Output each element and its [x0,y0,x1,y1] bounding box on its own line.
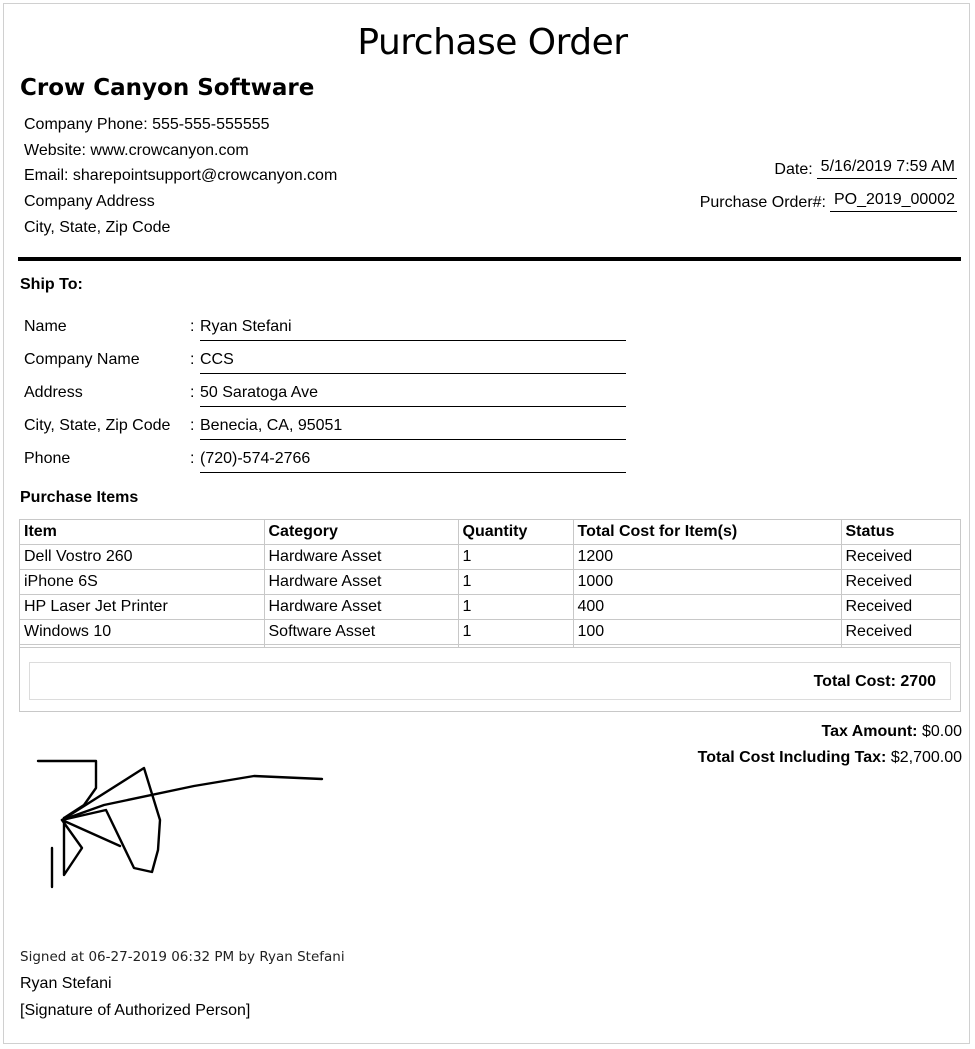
handwritten-signature [34,750,334,895]
cell-category: Hardware Asset [264,595,458,620]
po-number-label: Purchase Order#: [699,194,826,211]
ship-colon: : [190,450,195,467]
ship-colon: : [190,318,195,335]
cell-quantity: 1 [458,570,573,595]
signer-name: Ryan Stefani [20,975,112,992]
ship-colon: : [190,351,195,368]
cell-item: Dell Vostro 260 [20,545,264,570]
tax-summary [698,719,962,771]
ship-to-heading: Ship To: [20,276,83,293]
cell-total-cost: 100 [573,620,841,645]
tax-amount-value: $0.00 [917,723,962,740]
company-email: Email: sharepointsupport@crowcanyon.com [24,167,338,185]
signed-at-text: Signed at 06-27-2019 06:32 PM by Ryan Stefani [20,949,345,965]
total-including-tax-label: Total Cost Including Tax: [697,749,887,766]
date-row [700,146,957,179]
ship-colon: : [190,384,195,401]
cell-total-cost: 400 [573,595,841,620]
order-meta [700,146,957,212]
purchase-items-heading: Purchase Items [20,489,139,506]
company-name: Crow Canyon Software [20,75,315,101]
column-header-total-cost: Total Cost for Item(s) [573,520,841,545]
po-number-row [700,179,957,212]
tax-amount-line [698,719,962,745]
signature-stroke [38,761,96,818]
company-address: Company Address [24,193,155,211]
date-label: Date: [774,161,813,178]
cell-category: Software Asset [264,620,458,645]
company-phone: Company Phone: 555-555-555555 [24,116,270,133]
po-number-value: PO_2019_00002 [830,191,957,212]
cell-item: iPhone 6S [20,570,264,595]
ship-value: 50 Saratoga Ave [200,384,626,407]
column-header-quantity: Quantity [458,520,573,545]
column-header-status: Status [841,520,960,545]
table-row [20,595,960,620]
table-row [20,620,960,645]
cell-status: Received [841,545,960,570]
table-row [20,545,960,570]
cell-total-cost: 1200 [573,545,841,570]
cell-quantity: 1 [458,595,573,620]
ship-value: Ryan Stefani [200,318,626,341]
ship-label: Company Name [24,351,140,368]
ship-colon: : [190,417,195,434]
company-info [24,112,337,241]
purchase-items-table [20,520,960,648]
cell-status: Received [841,570,960,595]
cell-item: HP Laser Jet Printer [20,595,264,620]
ship-label: Phone [24,450,71,467]
total-including-tax-value: $2,700.00 [886,749,962,766]
cell-status: Received [841,595,960,620]
total-including-tax-line [698,745,962,771]
cell-quantity: 1 [458,545,573,570]
cell-item: Windows 10 [20,620,264,645]
ship-label: Address [24,384,83,401]
table-header-row [20,520,960,545]
cell-status: Received [841,620,960,645]
column-header-item: Item [20,520,264,545]
ship-value: Benecia, CA, 95051 [200,417,626,440]
company-city: City, State, Zip Code [24,218,171,236]
cell-quantity: 1 [458,620,573,645]
tax-amount-label: Tax Amount: [821,723,918,740]
signature-stroke [62,776,322,820]
cell-category: Hardware Asset [264,545,458,570]
ship-label: Name [24,318,67,335]
cell-total-cost: 1000 [573,570,841,595]
purchase-items-panel [19,519,961,712]
table-row-empty [20,645,960,648]
column-header-category: Category [264,520,458,545]
ship-value: CCS [200,351,626,374]
company-website: Website: www.crowcanyon.com [24,141,249,159]
ship-label: City, State, Zip Code [24,417,171,434]
table-row [20,570,960,595]
ship-value: (720)-574-2766 [200,450,626,473]
cell-category: Hardware Asset [264,570,458,595]
page-title: Purchase Order [357,22,628,63]
date-value: 5/16/2019 7:59 AM [817,158,957,179]
header-divider [18,257,961,261]
signature-caption: [Signature of Authorized Person] [20,1002,251,1019]
total-cost-summary: Total Cost: 2700 [29,662,951,700]
signature-stroke [62,818,120,875]
